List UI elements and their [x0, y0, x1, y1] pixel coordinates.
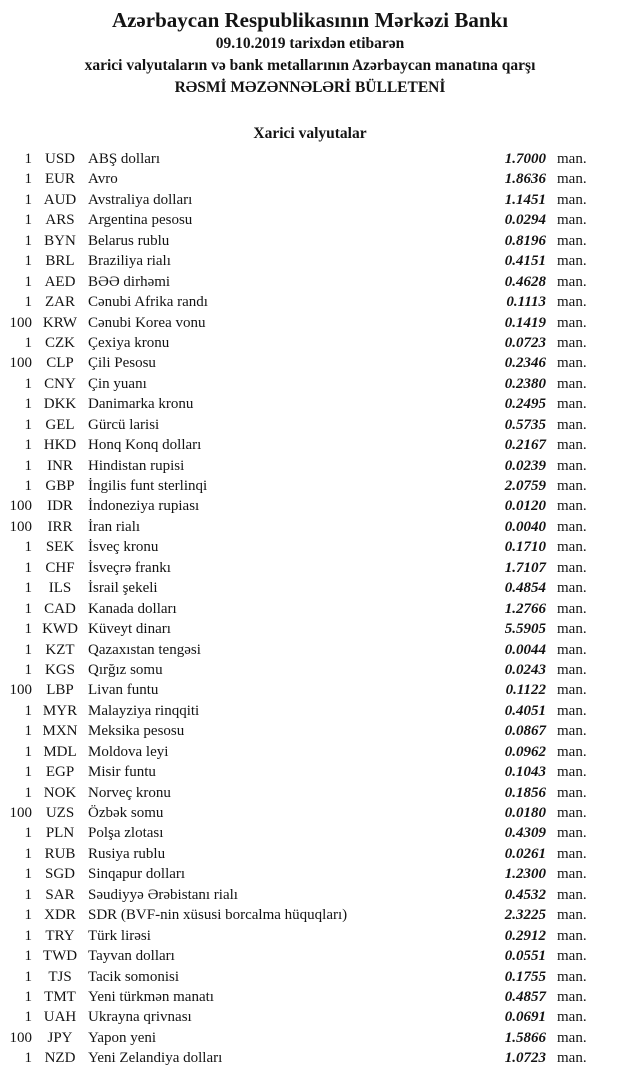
- rate-quantity: 1: [24, 539, 32, 556]
- unit-label: man.: [557, 661, 587, 678]
- currency-code: EUR: [45, 171, 75, 188]
- bulletin-title: RƏSMİ MƏZƏNNƏLƏRİ BÜLLETENİ: [174, 79, 446, 96]
- currency-code: TWD: [42, 948, 78, 965]
- rate-row: [0, 355, 603, 375]
- currency-code: AED: [44, 273, 76, 290]
- rate-row: [0, 928, 603, 948]
- rate-value: 0.0723: [504, 334, 546, 351]
- rate-value: 0.1122: [505, 682, 546, 699]
- unit-label: man.: [557, 621, 587, 638]
- unit-label: man.: [557, 988, 587, 1005]
- rate-value: 0.1856: [504, 784, 546, 801]
- rate-value: 0.0239: [504, 457, 546, 474]
- rate-row: [0, 785, 603, 805]
- rate-value: 0.0261: [504, 845, 546, 862]
- rate-value: 0.8196: [504, 232, 546, 249]
- rate-row: [0, 1009, 603, 1029]
- section-title-foreign-currencies: Xarici valyutalar: [253, 125, 367, 142]
- subject-line: xarici valyutaların və bank metallarının Azərbaycan manatına qarşı: [84, 57, 536, 74]
- rate-quantity: 1: [24, 1050, 32, 1067]
- currency-name: Livan funtu: [88, 682, 159, 699]
- unit-label: man.: [557, 355, 587, 372]
- rate-row: [0, 887, 603, 907]
- unit-label: man.: [557, 580, 587, 597]
- rate-value: 0.0040: [504, 518, 546, 535]
- currency-code: CLP: [46, 355, 74, 372]
- rate-row: [0, 335, 603, 355]
- currency-name: Kanada dolları: [88, 600, 177, 617]
- currency-name: BƏƏ dirhəmi: [88, 273, 171, 290]
- currency-name: Çexiya kronu: [88, 334, 170, 351]
- rate-row: [0, 151, 603, 171]
- rate-quantity: 1: [24, 968, 32, 985]
- currency-name: Türk lirəsi: [88, 927, 151, 944]
- rate-value: 0.1043: [504, 764, 546, 781]
- currency-name: İndoneziya rupiası: [88, 498, 200, 515]
- currency-code: TMT: [44, 988, 76, 1005]
- currency-name: Çin yuanı: [88, 375, 147, 392]
- rate-row: [0, 192, 603, 212]
- rate-quantity: 100: [9, 805, 32, 821]
- rate-row: [0, 703, 603, 723]
- rate-row: [0, 417, 603, 437]
- currency-name: Cənubi Korea vonu: [88, 314, 206, 331]
- rate-quantity: 1: [24, 253, 32, 270]
- currency-code: IDR: [47, 498, 73, 515]
- currency-name: Moldova leyi: [88, 743, 169, 760]
- rate-row: [0, 1050, 603, 1070]
- rate-quantity: 1: [24, 907, 32, 924]
- rate-value: 0.4854: [504, 580, 546, 597]
- currency-name: Tayvan dolları: [88, 948, 175, 965]
- unit-label: man.: [557, 682, 587, 699]
- unit-label: man.: [557, 845, 587, 862]
- rate-quantity: 1: [24, 294, 32, 311]
- rate-quantity: 1: [24, 232, 32, 249]
- rate-quantity: 1: [24, 988, 32, 1005]
- rate-quantity: 1: [24, 375, 32, 392]
- currency-code: BYN: [44, 232, 76, 249]
- unit-label: man.: [557, 212, 587, 229]
- rate-row: [0, 682, 603, 702]
- rate-quantity: 100: [9, 498, 32, 515]
- rate-quantity: 1: [24, 845, 32, 862]
- rate-quantity: 1: [24, 661, 32, 678]
- currency-code: NOK: [43, 784, 77, 801]
- rate-row: [0, 437, 603, 457]
- currency-name: Cənubi Afrika randı: [88, 294, 208, 311]
- currency-name: Çili Pesosu: [88, 355, 156, 372]
- rate-row: [0, 539, 603, 559]
- rate-quantity: 1: [24, 191, 32, 208]
- currency-code: EGP: [45, 764, 75, 781]
- currency-code: ARS: [45, 212, 75, 229]
- currency-name: Malayziya rinqqiti: [88, 702, 200, 719]
- rate-value: 0.5735: [504, 416, 546, 433]
- effective-date-line: 09.10.2019 tarixdən etibarən: [215, 35, 405, 52]
- currency-code: SAR: [45, 886, 75, 903]
- unit-label: man.: [557, 600, 587, 617]
- rate-value: 0.2380: [504, 375, 546, 392]
- rate-quantity: 100: [9, 518, 32, 535]
- rate-value: 0.0691: [504, 1009, 546, 1026]
- currency-name: Səudiyyə Ərəbistanı rialı: [88, 886, 238, 903]
- rate-value: 0.2495: [504, 396, 546, 413]
- rate-row: [0, 846, 603, 866]
- rate-row: [0, 458, 603, 478]
- currency-name: Yeni türkmən manatı: [88, 988, 214, 1005]
- rate-quantity: 1: [24, 948, 32, 965]
- unit-label: man.: [557, 518, 587, 535]
- currency-code: XDR: [44, 907, 76, 924]
- currency-code: LBP: [46, 682, 74, 699]
- currency-name: Avro: [88, 171, 118, 188]
- rate-value: 0.0867: [504, 723, 546, 740]
- rate-row: [0, 233, 603, 253]
- currency-name: Braziliya rialı: [88, 253, 171, 270]
- currency-name: Yapon yeni: [88, 1029, 157, 1046]
- rate-quantity: 1: [24, 641, 32, 658]
- rate-row: [0, 907, 603, 927]
- currency-code: MDL: [43, 743, 77, 760]
- currency-name: Qazaxıstan tengəsi: [88, 641, 201, 658]
- unit-label: man.: [557, 191, 587, 208]
- rate-value: 0.1755: [504, 968, 546, 985]
- unit-label: man.: [557, 886, 587, 903]
- unit-label: man.: [557, 151, 587, 167]
- unit-label: man.: [557, 1050, 587, 1067]
- currency-name: Misir funtu: [88, 764, 156, 781]
- rate-row: [0, 580, 603, 600]
- currency-name: Tacik somonisi: [88, 968, 180, 985]
- currency-code: IRR: [47, 518, 73, 535]
- rate-row: [0, 825, 603, 845]
- rate-value: 2.0759: [504, 478, 546, 494]
- rate-value: 1.5866: [504, 1029, 546, 1046]
- rate-quantity: 1: [24, 212, 32, 229]
- rate-quantity: 100: [9, 1029, 32, 1046]
- rate-quantity: 1: [24, 478, 32, 494]
- rate-row: [0, 1030, 603, 1050]
- rate-row: [0, 621, 603, 641]
- currency-code: BRL: [45, 253, 75, 270]
- currency-name: Özbək somu: [88, 805, 164, 821]
- rate-quantity: 1: [24, 580, 32, 597]
- rate-quantity: 1: [24, 702, 32, 719]
- rate-value: 0.0120: [504, 498, 546, 515]
- rate-value: 1.2766: [504, 600, 546, 617]
- rate-row: [0, 274, 603, 294]
- rate-quantity: 1: [24, 784, 32, 801]
- unit-label: man.: [557, 416, 587, 433]
- rate-quantity: 1: [24, 1009, 32, 1026]
- currency-name: Meksika pesosu: [88, 723, 185, 740]
- currency-code: JPY: [47, 1029, 73, 1046]
- currency-name: ABŞ dolları: [88, 151, 161, 167]
- unit-label: man.: [557, 825, 587, 842]
- currency-code: CAD: [44, 600, 76, 617]
- rate-value: 0.4532: [504, 886, 546, 903]
- currency-code: KZT: [45, 641, 75, 658]
- rate-row: [0, 662, 603, 682]
- rate-value: 1.0723: [504, 1050, 546, 1067]
- rate-value: 0.4857: [504, 988, 546, 1005]
- unit-label: man.: [557, 1009, 587, 1026]
- currency-code: PLN: [45, 825, 75, 842]
- currency-name: Honq Konq dolları: [88, 437, 202, 454]
- rate-quantity: 1: [24, 396, 32, 413]
- rate-row: [0, 969, 603, 989]
- rate-row: [0, 498, 603, 518]
- bank-title: Azərbaycan Respublikasının Mərkəzi Bankı: [111, 8, 509, 32]
- unit-label: man.: [557, 702, 587, 719]
- rate-row: [0, 376, 603, 396]
- rate-quantity: 1: [24, 743, 32, 760]
- unit-label: man.: [557, 478, 587, 494]
- currency-code: CNY: [44, 375, 76, 392]
- unit-label: man.: [557, 539, 587, 556]
- currency-code: TJS: [48, 968, 72, 985]
- currency-name: Argentina pesosu: [88, 212, 193, 229]
- rate-value: 0.0962: [504, 743, 546, 760]
- rate-value: 0.4309: [504, 825, 546, 842]
- unit-label: man.: [557, 1029, 587, 1046]
- currency-code: CHF: [45, 559, 75, 576]
- rate-row: [0, 866, 603, 886]
- rate-value: 1.1451: [504, 191, 546, 208]
- rate-value: 0.4051: [504, 702, 546, 719]
- rate-quantity: 100: [9, 314, 32, 331]
- rate-quantity: 1: [24, 866, 32, 883]
- unit-label: man.: [557, 723, 587, 740]
- rate-value: 5.5905: [504, 621, 546, 638]
- rate-row: [0, 171, 603, 191]
- currency-name: Avstraliya dolları: [88, 191, 193, 208]
- unit-label: man.: [557, 743, 587, 760]
- rate-row: [0, 396, 603, 416]
- rate-row: [0, 948, 603, 968]
- currency-name: Ukrayna qrivnası: [88, 1009, 192, 1026]
- currency-code: INR: [47, 457, 73, 474]
- rate-row: [0, 764, 603, 784]
- bulletin-header: [0, 0, 620, 99]
- rate-value: 0.1113: [506, 294, 546, 311]
- currency-name: İngilis funt sterlinqi: [88, 478, 208, 494]
- unit-label: man.: [557, 437, 587, 454]
- unit-label: man.: [557, 396, 587, 413]
- currency-name: Norveç kronu: [88, 784, 171, 801]
- currency-name: İsveç kronu: [88, 539, 159, 556]
- rate-quantity: 1: [24, 457, 32, 474]
- rate-value: 0.0551: [504, 948, 546, 965]
- currency-code: DKK: [43, 396, 77, 413]
- currency-code: USD: [44, 151, 75, 167]
- currency-code: NZD: [44, 1050, 76, 1067]
- unit-label: man.: [557, 273, 587, 290]
- rate-quantity: 1: [24, 723, 32, 740]
- currency-name: Polşa zlotası: [88, 825, 164, 842]
- rate-quantity: 1: [24, 559, 32, 576]
- currency-name: Gürcü larisi: [88, 416, 160, 433]
- rate-value: 1.2300: [504, 866, 546, 883]
- unit-label: man.: [557, 171, 587, 188]
- rate-value: 0.2346: [504, 355, 546, 372]
- currency-code: RUB: [44, 845, 76, 862]
- rate-quantity: 1: [24, 416, 32, 433]
- currency-name: Yeni Zelandiya dolları: [88, 1050, 223, 1067]
- currency-code: CZK: [45, 334, 75, 351]
- rates-table: [0, 151, 620, 1071]
- currency-code: MYR: [42, 702, 78, 719]
- unit-label: man.: [557, 784, 587, 801]
- rate-quantity: 1: [24, 621, 32, 638]
- currency-code: SGD: [44, 866, 75, 883]
- unit-label: man.: [557, 948, 587, 965]
- rate-value: 1.8636: [504, 171, 546, 188]
- currency-name: Küveyt dinarı: [88, 621, 171, 638]
- rate-row: [0, 989, 603, 1009]
- unit-label: man.: [557, 805, 587, 821]
- currency-name: İran rialı: [88, 518, 141, 535]
- rate-row: [0, 315, 603, 335]
- rate-quantity: 100: [9, 355, 32, 372]
- currency-code: GEL: [45, 416, 75, 433]
- unit-label: man.: [557, 375, 587, 392]
- currency-name: Sinqapur dolları: [88, 866, 186, 883]
- currency-name: Qırğız somu: [88, 661, 163, 678]
- currency-name: İsrail şekeli: [88, 580, 158, 597]
- unit-label: man.: [557, 294, 587, 311]
- rate-value: 0.0294: [504, 212, 546, 229]
- currency-code: SEK: [45, 539, 75, 556]
- rate-value: 0.0180: [504, 805, 546, 821]
- rate-value: 1.7000: [504, 151, 546, 167]
- unit-label: man.: [557, 334, 587, 351]
- rate-row: [0, 805, 603, 825]
- currency-name: SDR (BVF-nin xüsusi borcalma hüquqları): [88, 907, 348, 924]
- unit-label: man.: [557, 253, 587, 270]
- rate-value: 2.3225: [504, 907, 546, 924]
- unit-label: man.: [557, 927, 587, 944]
- unit-label: man.: [557, 457, 587, 474]
- rate-row: [0, 560, 603, 580]
- rate-quantity: 1: [24, 273, 32, 290]
- currency-code: HKD: [43, 437, 77, 454]
- currency-code: UZS: [45, 805, 75, 821]
- rate-value: 0.2912: [504, 927, 546, 944]
- unit-label: man.: [557, 764, 587, 781]
- unit-label: man.: [557, 866, 587, 883]
- unit-label: man.: [557, 907, 587, 924]
- rate-quantity: 1: [24, 151, 32, 167]
- rate-row: [0, 601, 603, 621]
- currency-code: AUD: [43, 191, 77, 208]
- currency-code: UAH: [43, 1009, 77, 1026]
- rate-row: [0, 478, 603, 498]
- rate-value: 0.1419: [504, 314, 546, 331]
- rate-value: 0.4628: [504, 273, 546, 290]
- rate-quantity: 1: [24, 437, 32, 454]
- rate-quantity: 1: [24, 600, 32, 617]
- currency-code: ZAR: [45, 294, 75, 311]
- currency-code: MXN: [42, 723, 78, 740]
- rate-row: [0, 519, 603, 539]
- rate-row: [0, 294, 603, 314]
- rate-row: [0, 212, 603, 232]
- rate-value: 0.2167: [504, 437, 546, 454]
- currency-name: Danimarka kronu: [88, 396, 194, 413]
- currency-code: KRW: [42, 314, 78, 331]
- currency-code: KGS: [44, 661, 75, 678]
- rate-quantity: 100: [9, 682, 32, 699]
- rate-quantity: 1: [24, 764, 32, 781]
- currency-name: Hindistan rupisi: [88, 457, 185, 474]
- currency-code: GBP: [45, 478, 75, 494]
- rate-quantity: 1: [24, 886, 32, 903]
- rate-row: [0, 253, 603, 273]
- rate-quantity: 1: [24, 171, 32, 188]
- rate-value: 0.1710: [504, 539, 546, 556]
- currency-code: KWD: [42, 621, 78, 638]
- rate-value: 0.0044: [504, 641, 546, 658]
- currency-name: Rusiya rublu: [88, 845, 166, 862]
- currency-code: TRY: [45, 927, 75, 944]
- unit-label: man.: [557, 498, 587, 515]
- unit-label: man.: [557, 641, 587, 658]
- rate-row: [0, 744, 603, 764]
- unit-label: man.: [557, 314, 587, 331]
- rate-quantity: 1: [24, 927, 32, 944]
- rate-value: 0.0243: [504, 661, 546, 678]
- currency-name: Belarus rublu: [88, 232, 170, 249]
- currency-name: İsveçrə frankı: [88, 559, 171, 576]
- unit-label: man.: [557, 968, 587, 985]
- unit-label: man.: [557, 232, 587, 249]
- currency-code: ILS: [48, 580, 72, 597]
- rate-value: 0.4151: [504, 253, 546, 270]
- rate-row: [0, 642, 603, 662]
- rate-value: 1.7107: [504, 559, 546, 576]
- rate-quantity: 1: [24, 825, 32, 842]
- rate-quantity: 1: [24, 334, 32, 351]
- rate-row: [0, 723, 603, 743]
- unit-label: man.: [557, 559, 587, 576]
